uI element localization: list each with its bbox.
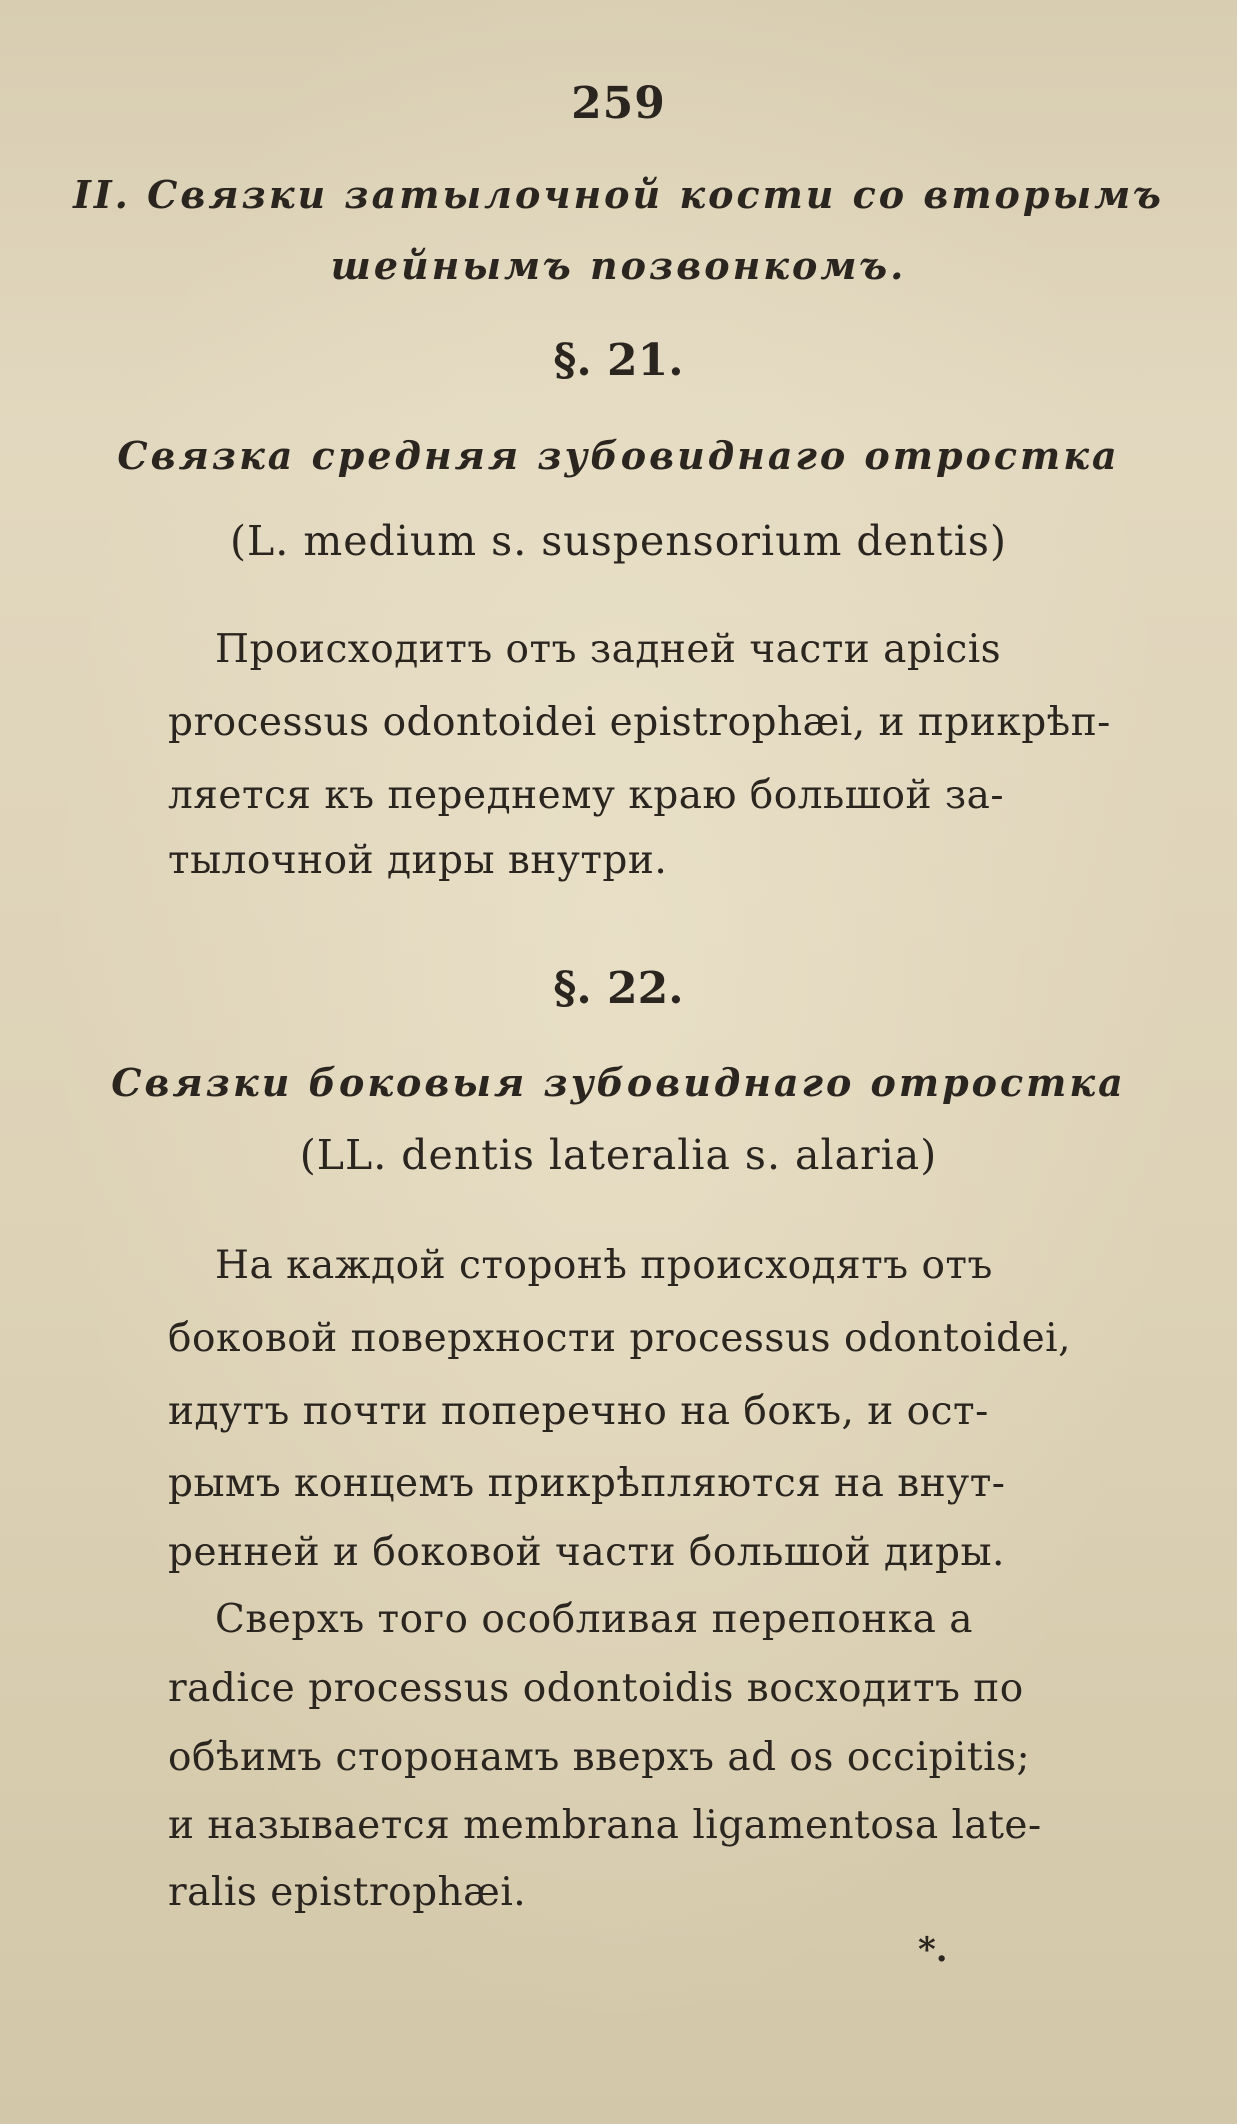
paragraph-mark-22: §. 22. [553, 963, 684, 1014]
latin-name-21: (L. medium s. suspensorium dentis) [230, 517, 1007, 565]
text-22-line-8: обѣимъ сторонамъ вверхъ ad os occipitis; [168, 1735, 1031, 1780]
text-22-line-3: идутъ почти поперечно на бокъ, и ост- [168, 1389, 989, 1434]
latin-name-22: (LL. dentis lateralia s. alaria) [299, 1131, 938, 1179]
section-title-line-2: шейнымъ позвонкомъ. [330, 243, 907, 288]
paragraph-mark-21: §. 21. [553, 335, 684, 386]
text-22-line-5: ренней и боковой части большой диры. [168, 1530, 1005, 1575]
text-22-line-9: и называется membrana ligamentosa late- [168, 1803, 1042, 1848]
text-22-line-10: ralis epistrophæi. [168, 1870, 527, 1915]
section-title-line-1: II. Связки затылочной кости со вторымъ [73, 172, 1164, 217]
heading-ligament-lateral: Связки боковыя зубовиднаго отростка [111, 1060, 1126, 1105]
page-number: 259 [571, 78, 666, 129]
footer-mark: *. [918, 1930, 948, 1970]
text-22-line-6: Сверхъ того особливая перепонка a [215, 1597, 974, 1642]
text-21-line-4: тылочной диры внутри. [168, 838, 668, 883]
text-22-line-1: На каждой сторонѣ происходятъ отъ [215, 1243, 993, 1288]
heading-ligament-medium: Связка средняя зубовиднаго отростка [117, 433, 1120, 478]
text-22-line-7: radice processus odontoidis восходитъ по [168, 1666, 1024, 1711]
text-21-line-2: processus odontoidei epistrophæi, и прикрѣп- [168, 700, 1111, 745]
text-22-line-2: боковой поверхности processus odontoidei, [168, 1316, 1072, 1361]
text-22-line-4: рымъ концемъ прикрѣпляются на внут- [168, 1461, 1006, 1506]
text-21-line-1: Происходитъ отъ задней части apicis [215, 627, 1002, 672]
text-21-line-3: ляется къ переднему краю большой за- [168, 773, 1005, 818]
